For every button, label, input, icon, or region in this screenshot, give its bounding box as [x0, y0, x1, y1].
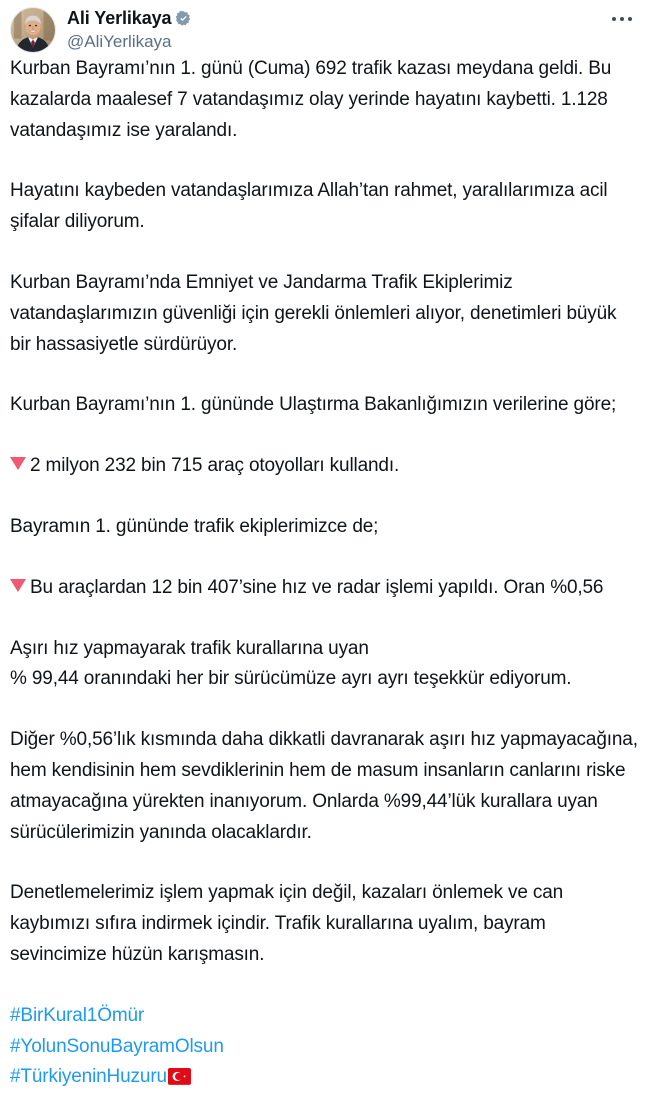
author-name-row[interactable]	[67, 8, 192, 29]
tweet-paragraph: Bayramın 1. gününde trafik ekiplerimizce de;	[10, 515, 379, 537]
tweet-paragraph: Denetlemelerimiz işlem yapmak için değil, kazaları önlemek ve can kaybımızı sıfıra indirmek içindir. Trafik kurallarına uyalım, bayram sevincimize hüzün karışmasın.	[10, 882, 564, 965]
tweet-line: % 99,44 oranındaki her bir sürücümüze ayrı ayrı teşekkür ediyorum.	[10, 668, 572, 690]
ellipsis-horizontal-icon	[620, 17, 624, 21]
hashtag-link[interactable]: #YolunSonuBayramOlsun	[10, 1035, 224, 1057]
tweet-paragraph	[10, 634, 640, 696]
tweet-bullet-paragraph	[10, 451, 640, 482]
avatar[interactable]	[10, 7, 56, 53]
hashtag-line	[10, 1032, 640, 1063]
bullet-text: Bu araçlardan 12 bin 407’sine hız ve radar işlemi yapıldı. Oran %0,56	[30, 576, 604, 598]
tweet-paragraph: Hayatını kaybeden vatandaşlarımıza Allah’tan rahmet, yaralılarımıza acil şifalar diliyorum.	[10, 180, 608, 233]
tweet-text-body	[0, 54, 650, 971]
hashtag-link[interactable]: #BirKural1Ömür	[10, 1004, 145, 1026]
hashtag-line	[10, 1001, 640, 1032]
tweet-header	[0, 0, 650, 54]
turkey-flag-emoji	[168, 1068, 191, 1085]
ellipsis-horizontal-icon	[628, 17, 632, 21]
tweet-paragraph: Kurban Bayramı’nda Emniyet ve Jandarma Trafik Ekiplerimiz vatandaşlarımızın güvenliği için gerekli önlemleri alıyor, denetimleri büyük bir hassasiyetle sürdürüyor.	[10, 271, 617, 355]
tweet-paragraph: Kurban Bayramı’nın 1. gününde Ulaştırma Bakanlığımızın verilerine göre;	[10, 394, 617, 416]
hashtag-line	[10, 1062, 640, 1093]
bullet-text: 2 milyon 232 bin 715 araç otoyolları kullandı.	[30, 455, 400, 477]
more-options-button[interactable]	[608, 13, 636, 25]
tweet-bullet-paragraph	[10, 573, 640, 604]
author-identity	[67, 7, 192, 52]
tweet-paragraph: Kurban Bayramı’nın 1. günü (Cuma) 692 trafik kazası meydana geldi. Bu kazalarda maalesef 7 vatandaşımız olay yerinde hayatını kaybetti. 1.128 vatandaşımız ise yaralandı.	[10, 58, 612, 141]
down-triangle-icon	[10, 579, 26, 592]
tweet-line: Aşırı hız yapmayarak trafik kurallarına uyan	[10, 637, 369, 659]
hashtag-block	[0, 1001, 650, 1093]
tweet-paragraph: Diğer %0,56’lık kısmında daha dikkatli davranarak aşırı hız yapmayacağına, hem kendisinin hem sevdiklerinin hem de masum insanların canlarını riske atmayacağına yürekten inanıyorum. Onlarda %99,44’lük kurallara uyan sürücülerimizin yanında olacaklardır.	[10, 729, 638, 843]
ellipsis-horizontal-icon	[612, 17, 616, 21]
verified-badge-icon	[175, 10, 192, 27]
author-handle[interactable]: @AliYerlikaya	[67, 31, 172, 51]
down-triangle-icon	[10, 457, 26, 470]
author-display-name: Ali Yerlikaya	[67, 8, 172, 28]
hashtag-link[interactable]: #TürkiyeninHuzuru	[10, 1066, 167, 1088]
